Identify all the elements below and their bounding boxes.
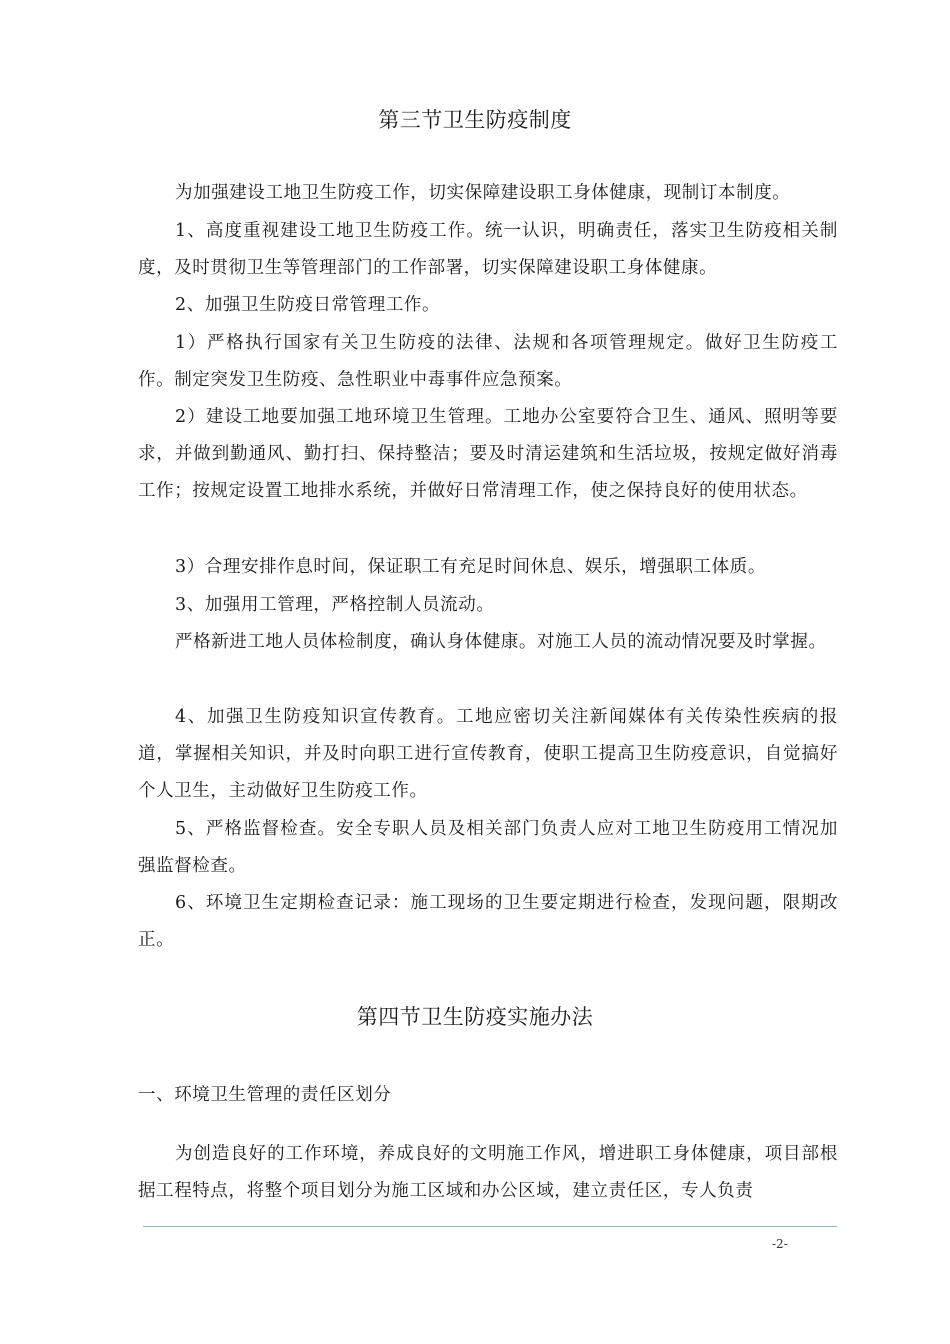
section-4-paragraph-1: 为创造良好的工作环境，养成良好的文明施工作风，增进职工身体健康，项目部根据工程特点，将整个项目划分为施工区域和办公区域，建立责任区，专人负责 <box>138 1144 838 1201</box>
footer-divider <box>143 1226 837 1227</box>
section-4-title: 第四节卫生防疫实施办法 <box>356 1005 594 1029</box>
section-3-paragraph-intro: 为加强建设工地卫生防疫工作，切实保障建设职工身体健康，现制订本制度。 <box>175 183 791 203</box>
section-3-paragraph-1: 1、高度重视建设工地卫生防疫工作。统一认识，明确责任，落实卫生防疫相关制度，及时贯彻卫生等管理部门的工作部署，切实保障建设职工身体健康。 <box>138 221 838 278</box>
section-4-subheading: 一、环境卫生管理的责任区划分 <box>138 1085 392 1105</box>
section-3-paragraph-3: 3、加强用工管理，严格控制人员流动。 <box>175 595 495 615</box>
section-3-paragraph-2-3: 3）合理安排作息时间，保证职工有充足时间休息、娱乐，增强职工体质。 <box>175 557 766 577</box>
page-number: -2- <box>772 1237 788 1251</box>
section-3-paragraph-3-detail: 严格新进工地人员体检制度，确认身体健康。对施工人员的流动情况要及时掌握。 <box>175 632 827 652</box>
section-3-paragraph-2: 2、加强卫生防疫日常管理工作。 <box>175 295 441 315</box>
section-3-paragraph-6: 6、环境卫生定期检查记录：施工现场的卫生要定期进行检查，发现问题，限期改正。 <box>138 893 838 950</box>
section-3-title: 第三节卫生防疫制度 <box>378 108 572 132</box>
section-3-paragraph-4: 4、加强卫生防疫知识宣传教育。工地应密切关注新闻媒体有关传染性疾病的报道，掌握相关知识，并及时向职工进行宣传教育，使职工提高卫生防疫意识，自觉搞好个人卫生，主动做好卫生防疫工作。 <box>138 707 838 801</box>
section-3-paragraph-2-2: 2）建设工地要加强工地环境卫生管理。工地办公室要符合卫生、通风、照明等要求，并做到勤通风、勤打扫、保持整洁；要及时清运建筑和生活垃圾，按规定做好消毒工作；按规定设置工地排水系统，并做好日常清理工作，使之保持良好的使用状态。 <box>138 407 838 501</box>
section-3-paragraph-5: 5、严格监督检查。安全专职人员及相关部门负责人应对工地卫生防疫用工情况加强监督检查。 <box>138 819 838 876</box>
section-3-paragraph-2-1: 1）严格执行国家有关卫生防疫的法律、法规和各项管理规定。做好卫生防疫工作。制定突发卫生防疫、急性职业中毒事件应急预案。 <box>138 333 838 390</box>
